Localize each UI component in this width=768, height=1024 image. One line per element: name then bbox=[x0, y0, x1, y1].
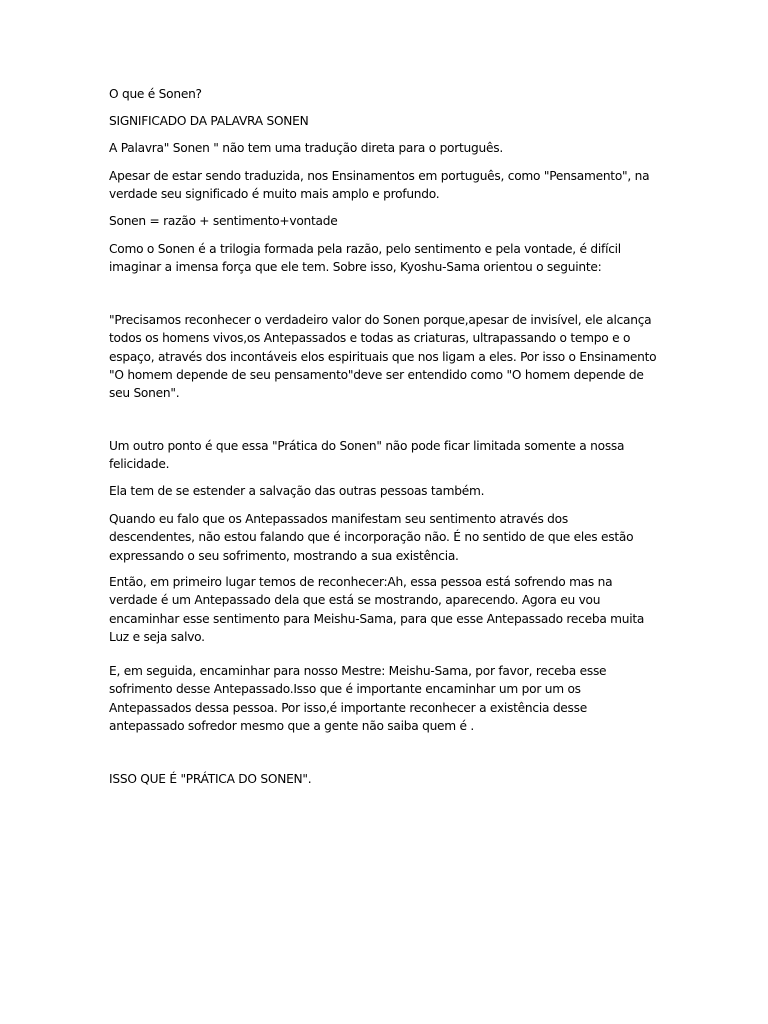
paragraph-ancestors: Quando eu falo que os Antepassados manifestam seu sentimento através dos descendentes, não estou falando que é incorporação não. É no sentido de que eles estão expressando o seu sofrimento, mostrando a sua existência. bbox=[109, 512, 634, 563]
sonen-formula: Sonen = razão + sentimento+vontade bbox=[109, 214, 338, 228]
paragraph-practice: Um outro ponto é que essa "Prática do Sonen" não pode ficar limitada somente a nossa felicidade. bbox=[109, 439, 625, 472]
paragraph-translation: Apesar de estar sendo traduzida, nos Ensinamentos em português, como "Pensamento", na verdade seu significado é muito mais amplo e profundo. bbox=[109, 169, 650, 202]
section-heading: SIGNIFICADO DA PALAVRA SONEN bbox=[109, 114, 309, 128]
paragraph-trilogy: Como o Sonen é a trilogia formada pela razão, pelo sentimento e pela vontade, é difícil imaginar a imensa força que ele tem. Sobre isso, Kyoshu-Sama orientou o seguinte: bbox=[109, 242, 621, 275]
kyoshu-sama-quote: "Precisamos reconhecer o verdadeiro valor do Sonen porque,apesar de invisível, ele alcança todos os homens vivos,os Antepassados e todas as criaturas, ultrapassando o tempo e o espaço, através dos incontáveis elos espirituais que nos ligam a eles. Por isso o Ensinamento "O homem depende de seu pensamento"deve ser entendido como "O homem depende de seu Sonen". bbox=[109, 313, 657, 401]
paragraph-intro: A Palavra" Sonen " não tem uma tradução direta para o português. bbox=[109, 141, 503, 155]
closing-statement: ISSO QUE É "PRÁTICA DO SONEN". bbox=[109, 772, 312, 786]
document-title: O que é Sonen? bbox=[109, 87, 202, 101]
paragraph-master: E, em seguida, encaminhar para nosso Mestre: Meishu-Sama, por favor, receba esse sofrimento desse Antepassado.Isso que é importante encaminhar um por um os Antepassados dessa pessoa. Por isso,é importante reconhecer a existência desse antepassado sofredor mesmo que a gente não saiba quem é . bbox=[109, 664, 607, 733]
paragraph-salvation: Ela tem de se estender a salvação das outras pessoas também. bbox=[109, 484, 485, 498]
paragraph-recognize: Então, em primeiro lugar temos de reconhecer:Ah, essa pessoa está sofrendo mas na verdade é um Antepassado dela que está se mostrando, aparecendo. Agora eu vou encaminhar esse sentimento para Meishu-Sama, para que esse Antepassado receba muita Luz e seja salvo. bbox=[109, 575, 645, 644]
